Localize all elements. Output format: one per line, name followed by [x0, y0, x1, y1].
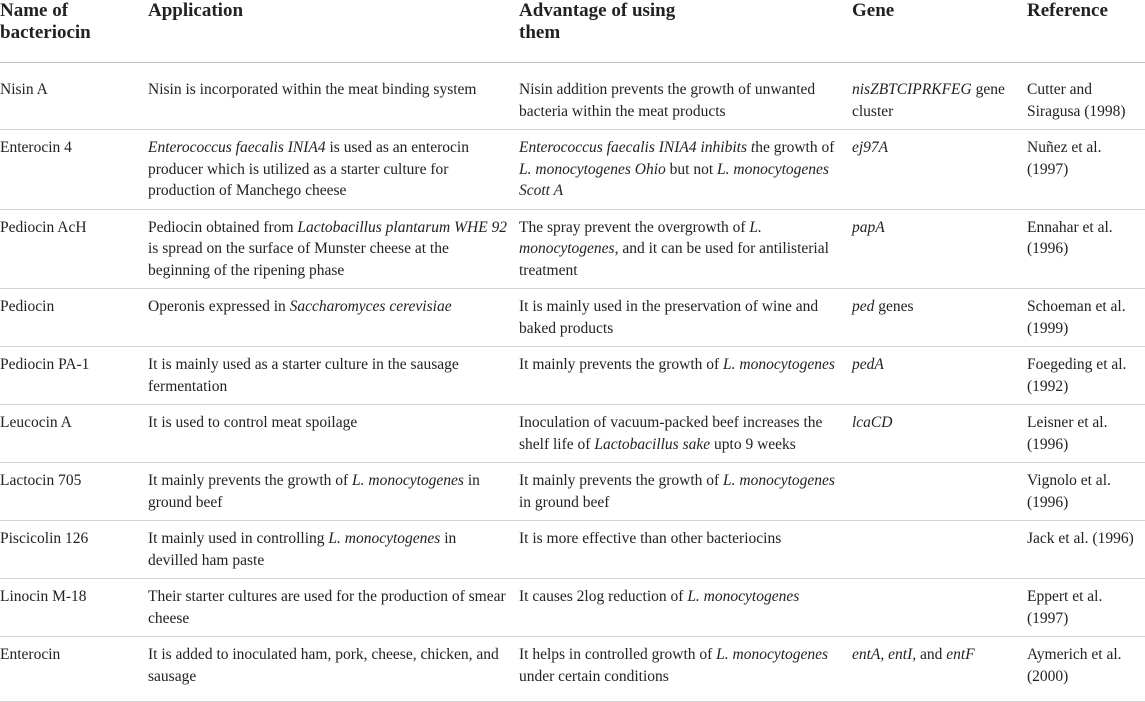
table-row: [0, 637, 1145, 702]
table-row: [0, 347, 1145, 405]
table-row: [0, 405, 1145, 463]
cell-gene: papA: [852, 209, 1027, 289]
cell-advantage: It helps in controlled growth of L. monocytogenes under certain conditions: [519, 637, 852, 702]
cell-reference: Vignolo et al. (1996): [1027, 463, 1145, 521]
header-application: Application: [148, 0, 519, 63]
table-row: [0, 289, 1145, 347]
cell-reference: Ennahar et al. (1996): [1027, 209, 1145, 289]
table-row: [0, 63, 1145, 130]
cell-gene: [852, 579, 1027, 637]
cell-advantage: The spray prevent the overgrowth of L. monocytogenes, and it can be used for antilisterial treatment: [519, 209, 852, 289]
cell-advantage: It mainly prevents the growth of L. monocytogenes in ground beef: [519, 463, 852, 521]
cell-gene: ej97A: [852, 130, 1027, 210]
cell-gene: [852, 463, 1027, 521]
cell-reference: Nuñez et al. (1997): [1027, 130, 1145, 210]
cell-advantage: It causes 2log reduction of L. monocytogenes: [519, 579, 852, 637]
cell-application: It is mainly used as a starter culture in the sausage fermentation: [148, 347, 519, 405]
cell-name: Linocin M-18: [0, 579, 148, 637]
cell-gene: lcaCD: [852, 405, 1027, 463]
cell-advantage: Inoculation of vacuum-packed beef increases the shelf life of Lactobacillus sake upto 9 weeks: [519, 405, 852, 463]
cell-application: Their starter cultures are used for the production of smear cheese: [148, 579, 519, 637]
cell-application: It mainly used in controlling L. monocytogenes in devilled ham paste: [148, 521, 519, 579]
header-name: Name of bacteriocin: [0, 0, 148, 63]
cell-name: Piscicolin 126: [0, 521, 148, 579]
cell-gene: pedA: [852, 347, 1027, 405]
cell-name: Nisin A: [0, 63, 148, 130]
cell-application: Operonis expressed in Saccharomyces cerevisiae: [148, 289, 519, 347]
cell-application: It mainly prevents the growth of L. monocytogenes in ground beef: [148, 463, 519, 521]
cell-name: Enterocin 4: [0, 130, 148, 210]
table-row: [0, 463, 1145, 521]
cell-advantage: Nisin addition prevents the growth of unwanted bacteria within the meat products: [519, 63, 852, 130]
cell-gene: nisZBTCIPRKFEG gene cluster: [852, 63, 1027, 130]
cell-reference: Schoeman et al. (1999): [1027, 289, 1145, 347]
cell-application: It is added to inoculated ham, pork, cheese, chicken, and sausage: [148, 637, 519, 702]
cell-reference: Leisner et al. (1996): [1027, 405, 1145, 463]
cell-reference: Aymerich et al. (2000): [1027, 637, 1145, 702]
cell-application: It is used to control meat spoilage: [148, 405, 519, 463]
cell-name: Pediocin AcH: [0, 209, 148, 289]
cell-reference: Eppert et al. (1997): [1027, 579, 1145, 637]
cell-application: Nisin is incorporated within the meat binding system: [148, 63, 519, 130]
table-row: [0, 521, 1145, 579]
cell-application: Enterococcus faecalis INIA4 is used as an enterocin producer which is utilized as a starter culture for production of Manchego cheese: [148, 130, 519, 210]
cell-reference: Foegeding et al. (1992): [1027, 347, 1145, 405]
cell-advantage: It is more effective than other bacteriocins: [519, 521, 852, 579]
table-row: [0, 130, 1145, 210]
header-advantage: Advantage of using them: [519, 0, 852, 63]
cell-name: Pediocin: [0, 289, 148, 347]
cell-advantage: Enterococcus faecalis INIA4 inhibits the growth of L. monocytogenes Ohio but not L. monocytogenes Scott A: [519, 130, 852, 210]
cell-reference: Jack et al. (1996): [1027, 521, 1145, 579]
cell-gene: ped genes: [852, 289, 1027, 347]
cell-application: Pediocin obtained from Lactobacillus plantarum WHE 92 is spread on the surface of Munster cheese at the beginning of the ripening phase: [148, 209, 519, 289]
cell-advantage: It mainly prevents the growth of L. monocytogenes: [519, 347, 852, 405]
cell-gene: entA, entI, and entF: [852, 637, 1027, 702]
table-header-row: [0, 0, 1145, 63]
cell-reference: Cutter and Siragusa (1998): [1027, 63, 1145, 130]
header-gene: Gene: [852, 0, 1027, 63]
cell-name: Pediocin PA-1: [0, 347, 148, 405]
cell-advantage: It is mainly used in the preservation of wine and baked products: [519, 289, 852, 347]
cell-gene: [852, 521, 1027, 579]
table-row: [0, 209, 1145, 289]
cell-name: Enterocin: [0, 637, 148, 702]
table-row: [0, 579, 1145, 637]
cell-name: Leucocin A: [0, 405, 148, 463]
cell-name: Lactocin 705: [0, 463, 148, 521]
header-reference: Reference: [1027, 0, 1145, 63]
